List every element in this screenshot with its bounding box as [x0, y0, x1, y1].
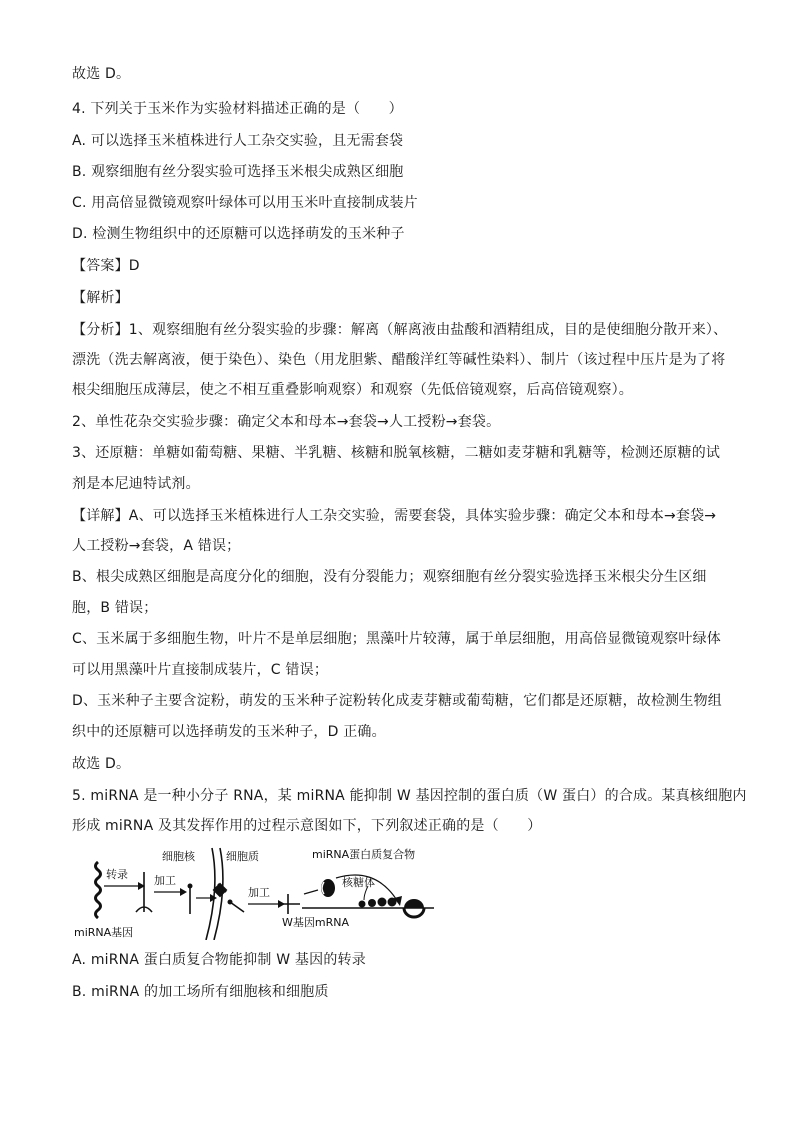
- text-line: 【详解】A、可以选择玉米植株进行人工杂交实验，需要套袋，具体实验步骤：确定父本和母本→套袋→: [72, 508, 717, 524]
- text-line: 根尖细胞压成薄层，使之不相互重叠影响观察）和观察（先低倍镜观察，后高倍镜观察）。: [72, 382, 633, 398]
- label-cytoplasm: 细胞质: [226, 850, 259, 863]
- text-line: 故选 D。: [72, 66, 131, 82]
- dna-helix: [96, 862, 101, 918]
- text-line: 【分析】1、观察细胞有丝分裂实验的步骤：解离（解离液由盐酸和酒精组成，目的是使细胞分散开来）、: [72, 322, 728, 338]
- text-line: 胞，B 错误；: [72, 600, 158, 616]
- text-line: 漂洗（洗去解离液，便于染色）、染色（用龙胆紫、醋酸洋红等碱性染料）、制片（该过程中压片是为了将: [72, 352, 726, 368]
- text-line: 2、单性花杂交实验步骤：确定父本和母本→套袋→人工授粉→套袋。: [72, 414, 501, 430]
- text-line: D、玉米种子主要含淀粉，萌发的玉米种子淀粉转化成麦芽糖或葡萄糖，它们都是还原糖，故检测生物组: [72, 693, 722, 709]
- text-line: 织中的还原糖可以选择萌发的玉米种子，D 正确。: [72, 724, 386, 740]
- option-d: D. 检测生物组织中的还原糖可以选择萌发的玉米种子: [72, 226, 405, 242]
- question-5-stem-cont: 形成 miRNA 及其发挥作用的过程示意图如下，下列叙述正确的是（ ）: [72, 818, 542, 834]
- label-ribosome: 核糖体: [342, 876, 375, 889]
- text-line: 故选 D。: [72, 756, 131, 772]
- label-transcription: 转录: [106, 868, 128, 881]
- question-4-stem: 4. 下列关于玉米作为实验材料描述正确的是（ ）: [72, 101, 403, 117]
- label-mirna-gene: miRNA基因: [74, 926, 134, 939]
- label-processing-2: 加工: [248, 886, 270, 899]
- label-nucleus: 细胞核: [162, 850, 195, 863]
- option-b: B. 观察细胞有丝分裂实验可选择玉米根尖成熟区细胞: [72, 164, 404, 180]
- blocked-complex: [404, 899, 424, 908]
- answer-line: 【答案】D: [72, 258, 140, 274]
- option-c: C. 用高倍显微镜观察叶绿体可以用玉米叶直接制成装片: [72, 195, 418, 211]
- option-a: A. 可以选择玉米植株进行人工杂交实验，且无需套袋: [72, 133, 404, 149]
- text-line: 3、还原糖：单糖如葡萄糖、果糖、半乳糖、核糖和脱氧核糖，二糖如麦芽糖和乳糖等，检测还原糖的试: [72, 445, 721, 461]
- question-5-stem: 5. miRNA 是一种小分子 RNA，某 miRNA 能抑制 W 基因控制的蛋白质（W 蛋白）的合成。某真核细胞内: [72, 788, 747, 804]
- mirna-process-diagram: [72, 842, 452, 940]
- label-w-mrna: W基因mRNA: [282, 916, 349, 929]
- label-complex: miRNA蛋白质复合物: [312, 848, 416, 861]
- nuclear-envelope: [206, 848, 215, 940]
- text-line: B、根尖成熟区细胞是高度分化的细胞，没有分裂能力；观察细胞有丝分裂实验选择玉米根尖分生区细: [72, 569, 707, 585]
- analysis-heading: 【解析】: [72, 290, 129, 306]
- text-line: 剂是本尼迪特试剂。: [72, 476, 200, 492]
- q5-option-a: A. miRNA 蛋白质复合物能抑制 W 基因的转录: [72, 952, 366, 968]
- text-line: 可以用黑藻叶片直接制成装片，C 错误；: [72, 662, 329, 678]
- text-line: 人工授粉→套袋，A 错误；: [72, 538, 241, 554]
- pri-mirna: [136, 872, 152, 912]
- label-processing-1: 加工: [154, 874, 176, 887]
- text-line: C、玉米属于多细胞生物，叶片不是单层细胞；黑藻叶片较薄，属于单层细胞，用高倍显微镜观察叶绿体: [72, 631, 721, 647]
- mirna-protein-complex: [321, 879, 335, 897]
- q5-option-b: B. miRNA 的加工场所有细胞核和细胞质: [72, 984, 329, 1000]
